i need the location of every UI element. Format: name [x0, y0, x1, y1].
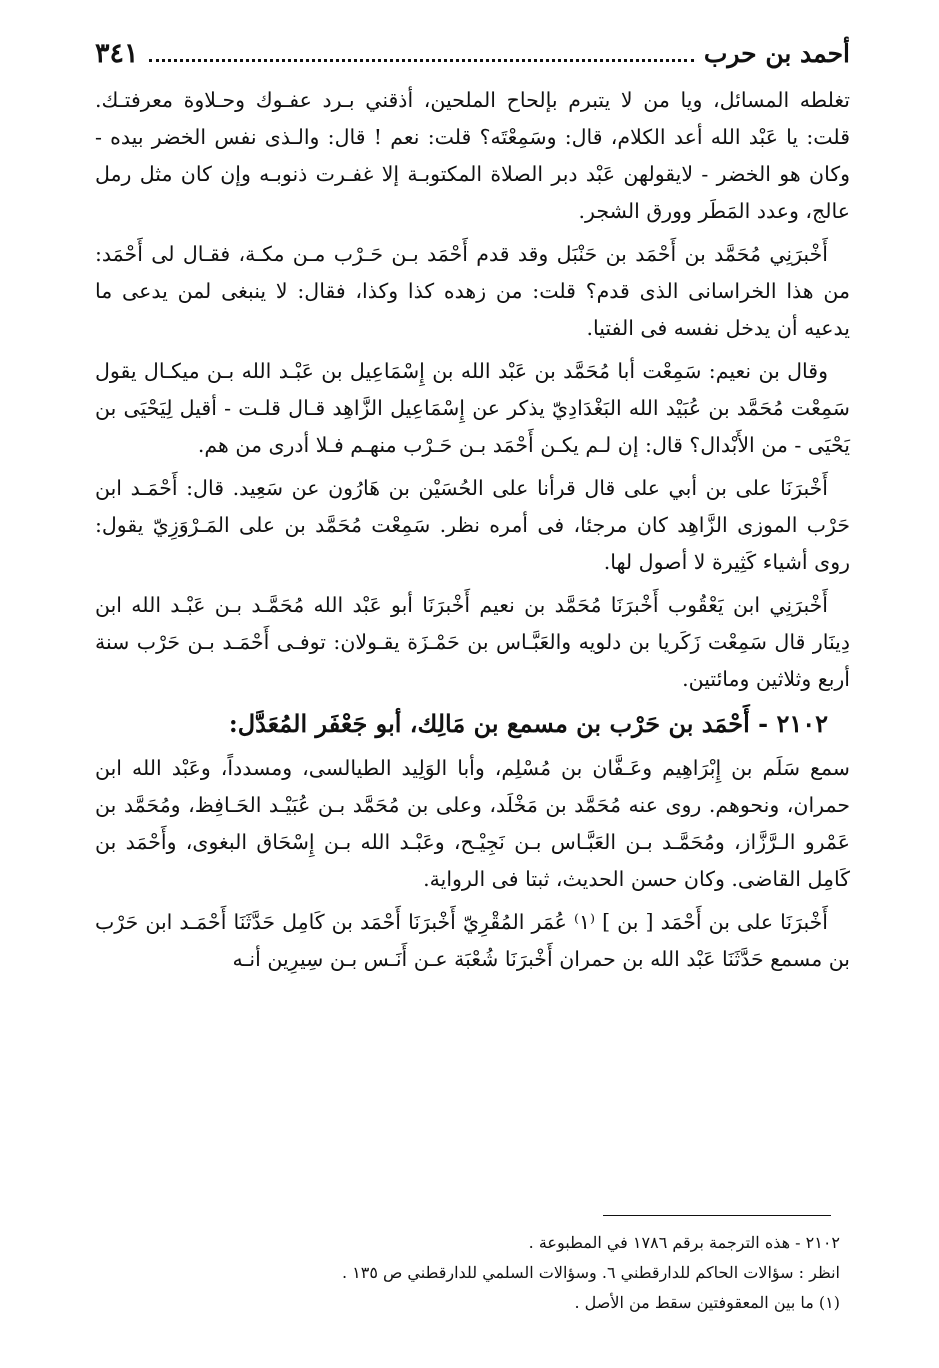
- leader-dots: [149, 43, 694, 62]
- running-title: أحمد بن حرب: [703, 39, 850, 68]
- page-number: ٣٤١: [95, 38, 139, 69]
- footnote: (١) ما بين المعقوفتين سقط من الأصل .: [574, 1293, 840, 1312]
- paragraph: أَخْبرَنِي مُحَمَّد بن أَحْمَد بن حَنْبَل وقد قدم أَحْمَد بـن حَـرْب مـن مكـة، فقـال لى أَحْمَد: من هذا الخراسانى الذى قدم؟ قلت: من زهده كذا وكذا، فقال: لا ينبغى لمن يدعى ما يدعيه أن يدخل نفسه فى الفتيا.: [95, 242, 850, 340]
- paragraph: أَخْبرَنِي ابن يَعْقُوب أَخْبرَنَا مُحَمَّد بن نعيم أَخْبرَنَا أبو عَبْد الله مُحَمَّـد بـن عَبْـد الله ابن دِينَار قال سَمِعْت زَكَريا بن دلويه والعَبَّـاس بن حَمْـزَة يقـولان: توفـى أَحْمَـد بـن حَرْب سنة أربع وثلاثين ومائتين.: [95, 593, 850, 691]
- paragraph: سمع سَلَم بن إِبْرَاهِيم وعَـفَّان بن مُسْلِم، وأبا الوَلِيد الطيالسى، ومسدداً، وعَبْد الله ابن حمران، ونحوهم. روى عنه مُحَمَّد بن مَخْلَد، وعلى بن مُحَمَّد بـن عُبَيْـد الحَـافِظ، ومُحَمَّد بن عَمْرو الـرَّزَّاز، ومُحَمَّـد بـن العَبَّـاس بـن نَجِيْـح، وعَبْـد الله بـن إِسْحَاق البغوى، وأَحْمَد بن كَامِل القاضى. وكان حسن الحديث، ثبتا فى الرواية.: [95, 756, 850, 891]
- paragraph: وقال بن نعيم: سَمِعْت أبا مُحَمَّد بن عَبْد الله بن إِسْمَاعِيل بن عَبْـد الله بـن ميكـال يقول سَمِعْت مُحَمَّد بن عُبَيْد الله البَغْدَادِيّ يذكر عن إِسْمَاعِيل الزَّاهِد قـال قلـت - أقيل لِيَحْيَى بن يَحْيَى - من الأَبْدال؟ قال: إن لـم يكـن أَحْمَد بـن حَـرْب منهـم فـلا أدرى من هم.: [95, 359, 850, 457]
- running-header: [95, 38, 850, 82]
- footnote: ٢١٠٢ - هذه الترجمة برقم ١٧٨٦ في المطبوعة .: [528, 1233, 840, 1252]
- page-body: [95, 38, 850, 984]
- paragraph: أَخْبرَنَا على بن أَحْمَد [ بن ] ⁽١⁾ عُمَر المُقْرِيّ أَخْبرَنَا أَحْمَد بن كَامِل حَدَّثَنَا أَحْمَـد ابن حَرْب بن مسمع حَدَّثَنَا عَبْد الله بن حمران أَخْبرَنَا شُعْبَة عـن أَنَـس بـن سِيرِين أنـه: [95, 910, 850, 971]
- footnote-divider: [603, 1215, 831, 1216]
- paragraph: أَخْبرَنَا على بن أبي على قال قرأنا على الحُسَيْن بن هَارُون عن سَعِيد. قال: أَحْمَـد ابن حَرْب الموزى الزَّاهِد كان مرجئا، فى أمره نظر. سَمِعْت مُحَمَّد بن على المَـرْوَزِيّ يقول: روى أشياء كَثِيرة لا أصول لها.: [95, 476, 850, 574]
- paragraph: تغلطه المسائل، ويا من لا يتبرم بإلحاح الملحين، أذقني بـرد عفـوك وحـلاوة معرفتـك. قلت: يا عَبْد الله أعد الكلام، قال: وسَمِعْتَه؟ قلت: نعم ! قال: والـذى نفس الخضر بيده - وكان هو الخضر - لايقولهن عَبْد دبر الصلاة المكتوبـة إلا غفـرت ذنوبـه وإن كان مثل رمل عالج، وعدد المَطَر وورق الشجر.: [95, 88, 850, 223]
- entry-heading: ٢١٠٢ - أَحْمَد بن حَرْب بن مسمع بن مَالِك، أبو جَعْفَر المُعَدَّل:: [228, 709, 828, 738]
- main-text: [95, 82, 850, 978]
- footnote: انظر : سؤالات الحاكم للدارقطني ٦. وسؤالات السلمي للدارقطني ص ١٣٥ .: [341, 1263, 840, 1282]
- footnotes: [150, 1228, 840, 1318]
